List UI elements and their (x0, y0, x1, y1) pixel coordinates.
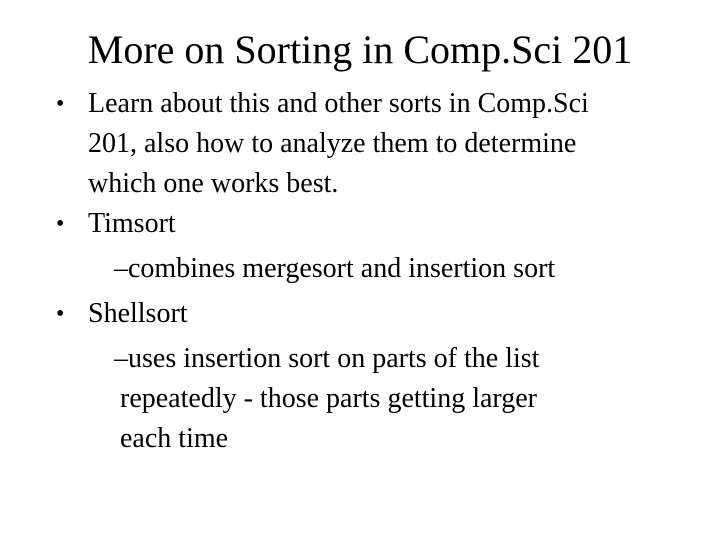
bullet-2-line-1: Timsort (88, 208, 176, 239)
slide-title: More on Sorting in Comp.Sci 201 (87, 27, 633, 72)
bullet-marker: • (56, 301, 65, 327)
bullet-3-sub-2: repeatedly - those parts getting larger (120, 383, 537, 414)
bullet-3-sub-1: –uses insertion sort on parts of the list (114, 343, 540, 374)
bullet-2-sub-1: –combines mergesort and insertion sort (114, 253, 556, 284)
bullet-1-line-2: 201, also how to analyze them to determine (88, 128, 577, 159)
bullet-3-sub-3: each time (120, 423, 229, 454)
bullet-1-line-1: Learn about this and other sorts in Comp.Sci (88, 88, 589, 119)
bullet-marker: • (56, 211, 65, 237)
bullet-marker: • (56, 91, 65, 117)
bullet-3-line-1: Shellsort (88, 298, 188, 329)
bullet-1-line-3: which one works best. (88, 168, 339, 199)
